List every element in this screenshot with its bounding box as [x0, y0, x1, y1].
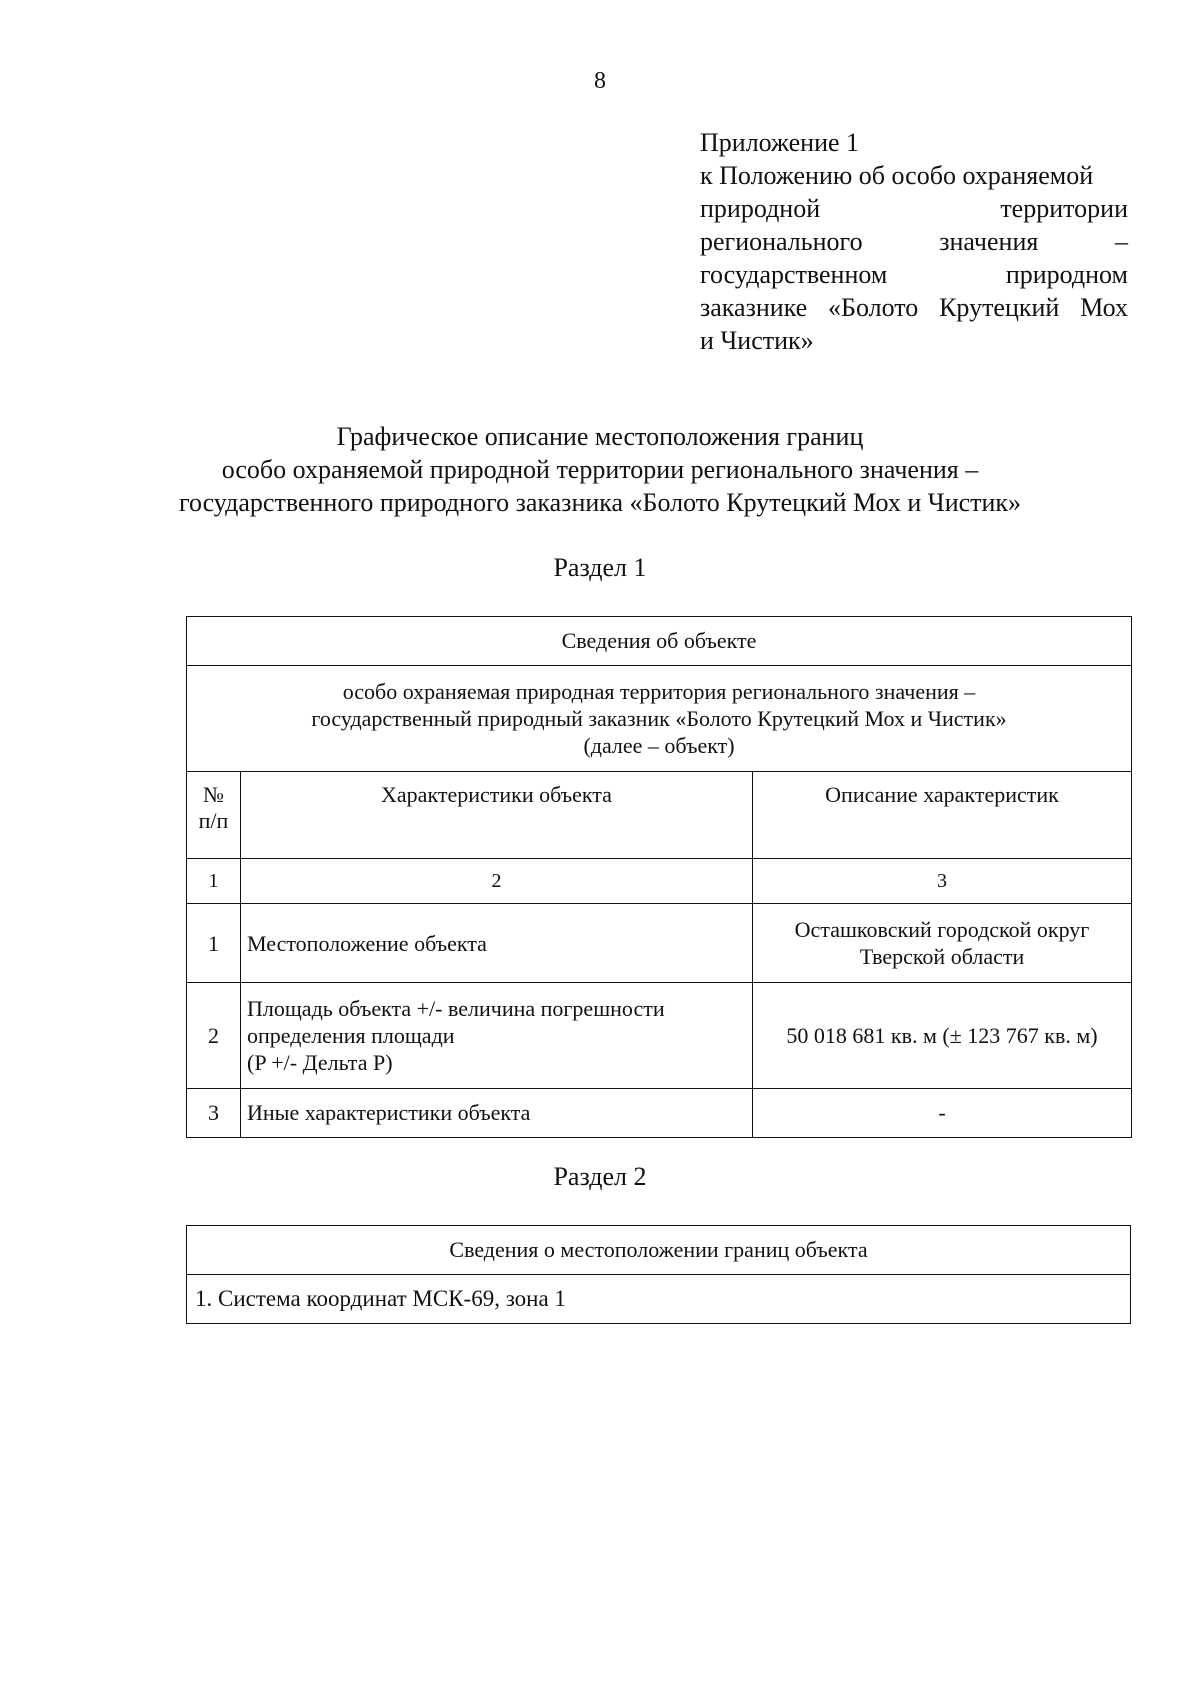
characteristic-line: определения площади: [247, 1023, 455, 1048]
page-number: 8: [594, 68, 606, 94]
column-header-num: [187, 772, 241, 859]
title-line: государственного природного заказника «Болото Крутецкий Мох и Чистик»: [178, 488, 1022, 517]
column-header-num-line1: №: [203, 782, 224, 807]
row-characteristic: [241, 983, 753, 1089]
table-title: Сведения об объекте: [187, 617, 1132, 666]
row-description: [753, 1089, 1132, 1138]
column-number: 2: [241, 859, 753, 904]
appendix-line: регионального значения –: [700, 227, 1128, 256]
title-line: особо охраняемой природной территории регионального значения –: [221, 455, 979, 484]
row-description: [753, 983, 1132, 1089]
column-header-description: Описание характеристик: [753, 772, 1132, 859]
document-title: [0, 420, 1200, 519]
characteristic-line: Иные характеристики объекта: [247, 1100, 531, 1125]
characteristic-line: (P +/- Дельта P): [247, 1050, 393, 1075]
appendix-header: [700, 126, 1128, 357]
row-number: 1: [187, 904, 241, 983]
section-1-heading: Раздел 1: [553, 553, 647, 582]
description-line: -: [938, 1100, 946, 1125]
row-number: 2: [187, 983, 241, 1089]
object-info-table: [186, 616, 1132, 1138]
column-header-num-line2: п/п: [198, 808, 229, 833]
characteristic-line: Площадь объекта +/- величина погрешности: [247, 996, 665, 1021]
column-number: 1: [187, 859, 241, 904]
row-characteristic: [241, 904, 753, 983]
table-row: [187, 1089, 1132, 1138]
appendix-line: и Чистик»: [700, 326, 814, 355]
description-line: Тверской области: [859, 944, 1025, 969]
appendix-line: к Положению об особо охраняемой: [700, 161, 1094, 190]
object-line: государственный природный заказник «Болото Крутецкий Мох и Чистик»: [311, 706, 1007, 731]
section-2-heading: Раздел 2: [553, 1162, 647, 1191]
object-line: (далее – объект): [583, 733, 735, 758]
column-header-characteristics: Характеристики объекта: [241, 772, 753, 859]
appendix-line: государственном природном: [700, 260, 1128, 289]
column-number: 3: [753, 859, 1132, 904]
table-row: [187, 983, 1132, 1089]
object-description: [187, 666, 1132, 772]
appendix-line: Приложение 1: [700, 128, 860, 157]
appendix-line: природной территории: [700, 194, 1128, 223]
description-line: 50 018 681 кв. м (± 123 767 кв. м): [786, 1023, 1098, 1048]
description-line: Осташковский городской округ: [794, 917, 1090, 942]
coordinate-system: 1. Система координат МСК-69, зона 1: [187, 1275, 1131, 1324]
object-line: особо охраняемая природная территория регионального значения –: [342, 679, 976, 704]
row-characteristic: [241, 1089, 753, 1138]
row-description: [753, 904, 1132, 983]
characteristic-line: Местоположение объекта: [247, 930, 487, 956]
appendix-line: заказнике «Болото Крутецкий Мох: [700, 293, 1128, 322]
table-title: Сведения о местоположении границ объекта: [187, 1226, 1131, 1275]
table-row: [187, 904, 1132, 983]
row-number: 3: [187, 1089, 241, 1138]
boundary-info-table: [186, 1225, 1131, 1324]
title-line: Графическое описание местоположения границ: [336, 422, 864, 451]
